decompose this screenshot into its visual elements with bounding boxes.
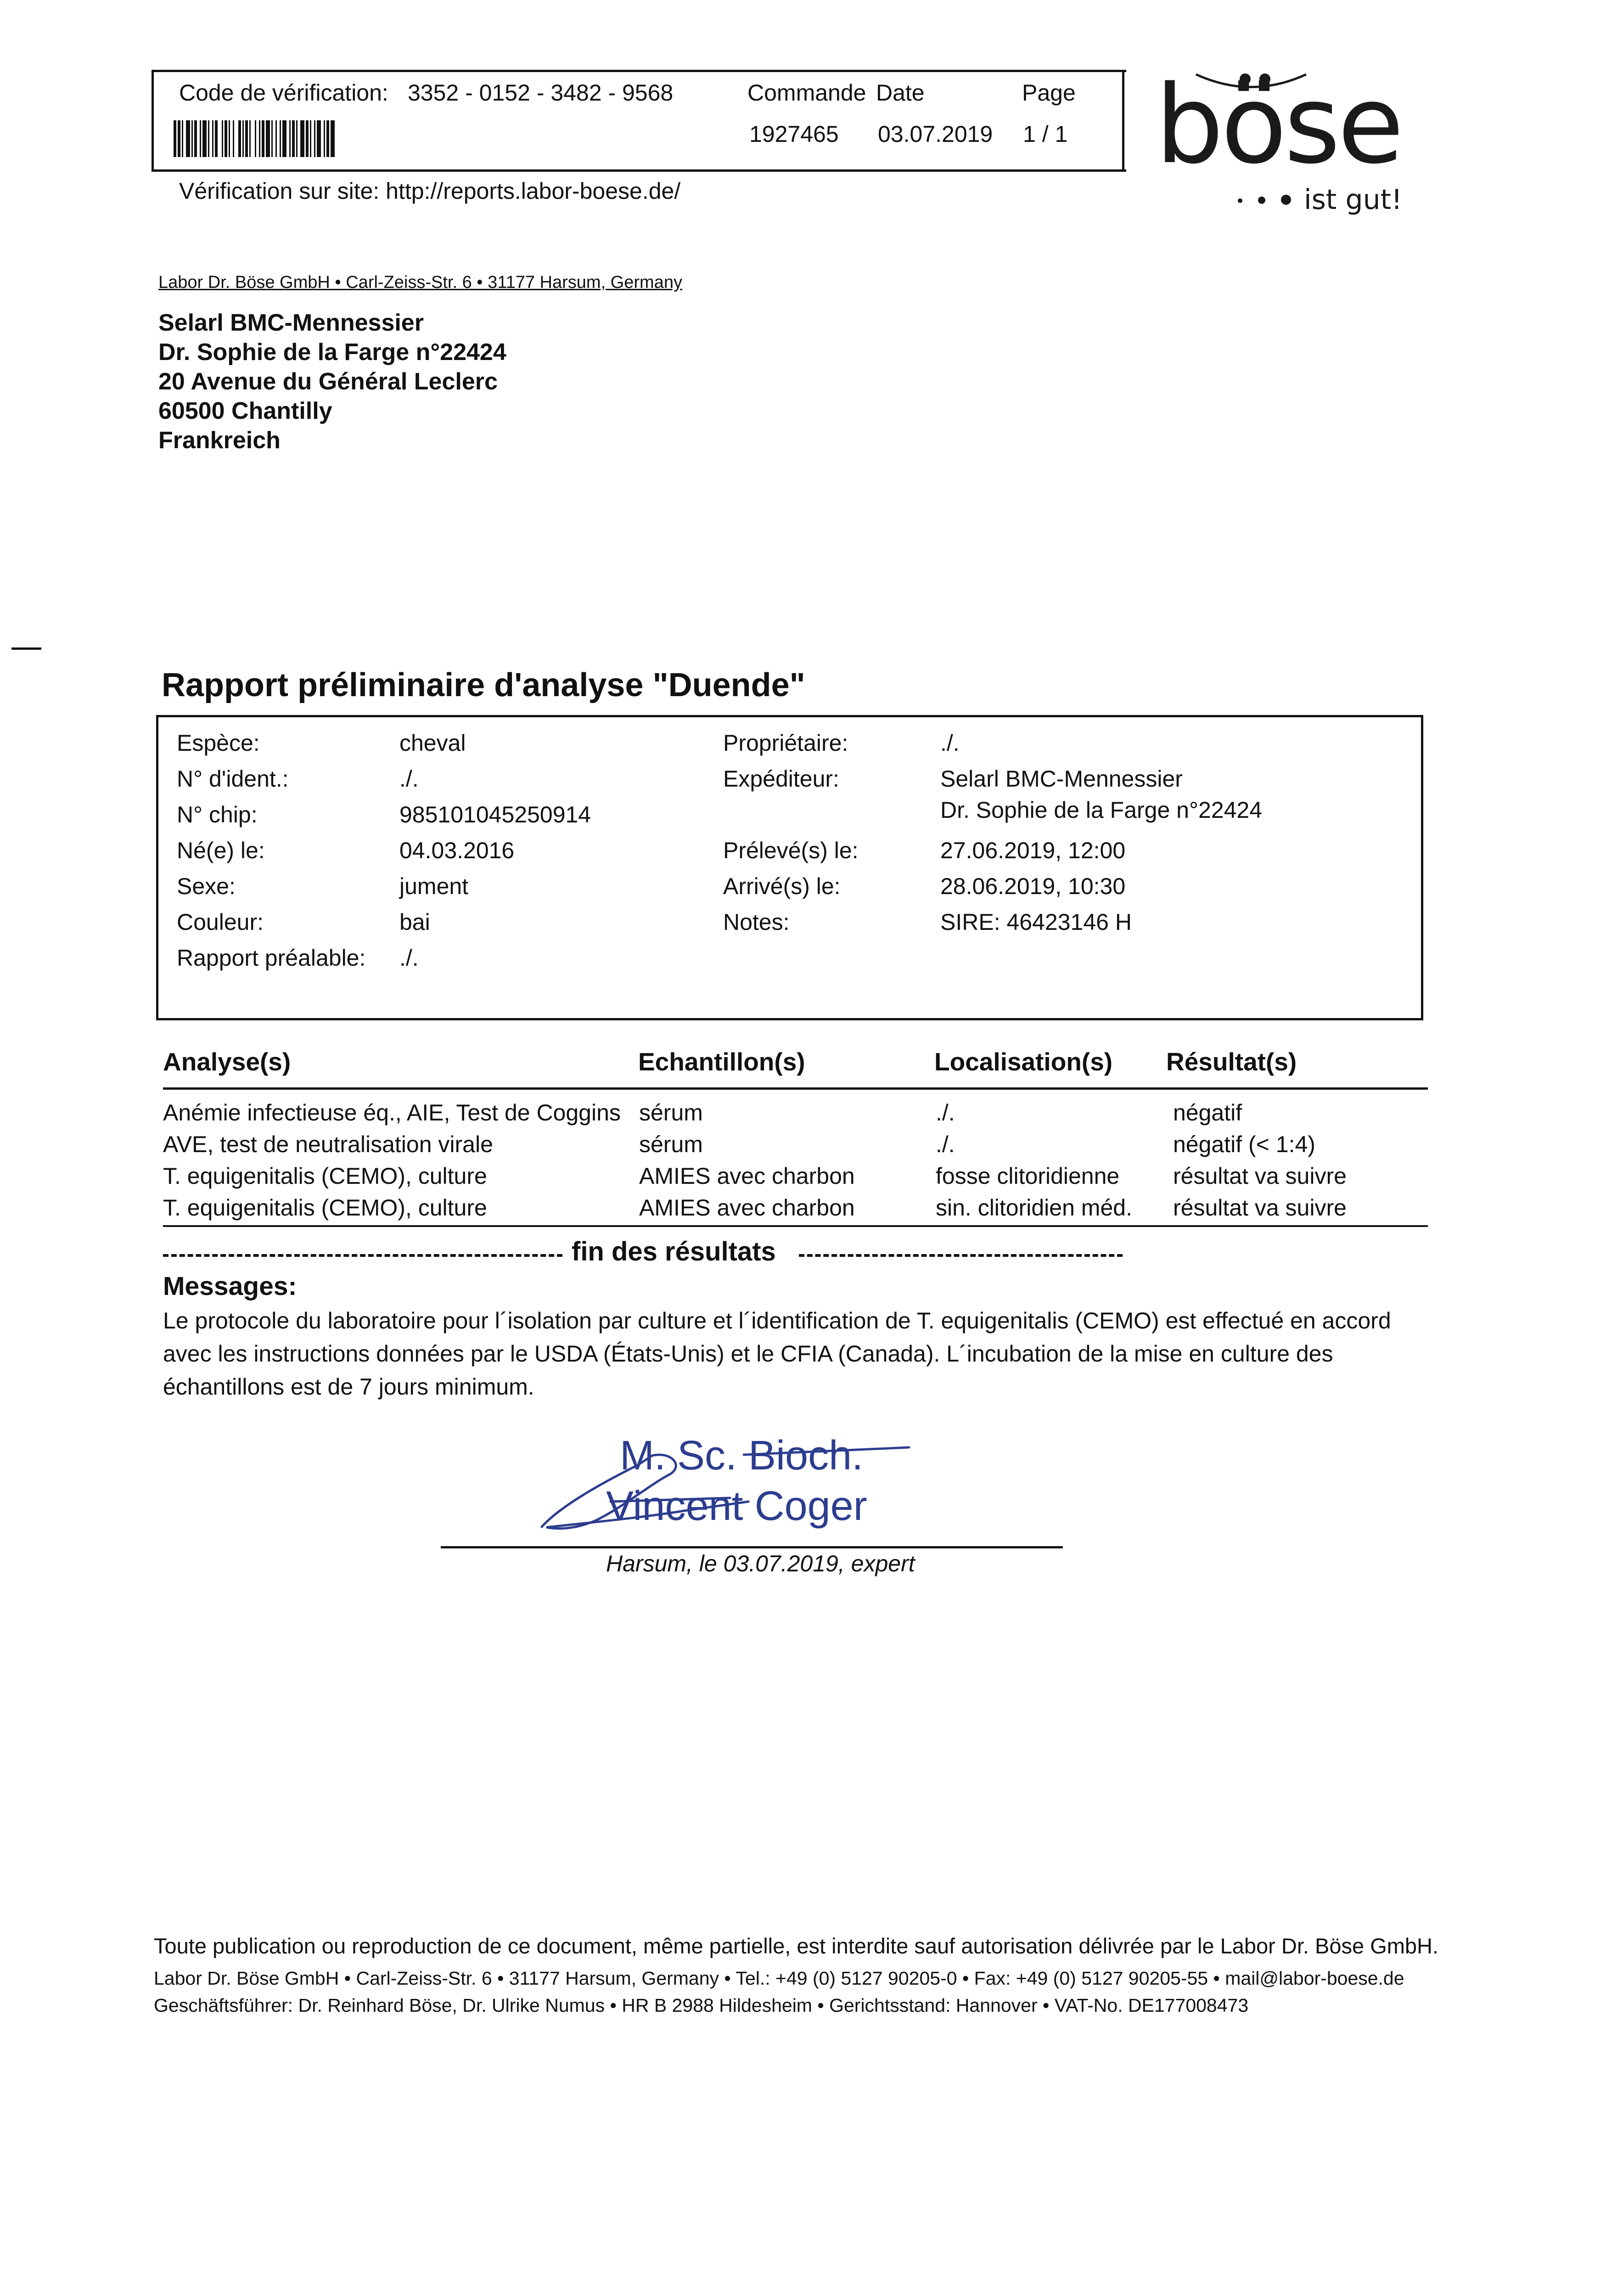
fold-mark — [11, 647, 41, 650]
barcode-bar — [222, 120, 223, 157]
cell-location: sin. clitoridien méd. — [936, 1195, 1132, 1221]
message-line: avec les instructions données par le USDA (États-Unis) et le CFIA (Canada). L´incubation de la mise en culture des — [163, 1341, 1333, 1367]
barcode-bar — [259, 120, 260, 157]
info-value: bai — [399, 909, 430, 935]
cell-analysis: T. equigenitalis (CEMO), culture — [163, 1163, 487, 1189]
cell-sample: sérum — [639, 1131, 703, 1157]
barcode-bar — [262, 120, 264, 157]
info-label: Sexe: — [177, 873, 236, 899]
column-header-sample: Echantillon(s) — [638, 1047, 805, 1076]
recipient-line: Dr. Sophie de la Farge n°22424 — [158, 339, 506, 366]
barcode-bar — [282, 120, 286, 157]
table-header-rule — [163, 1087, 1428, 1090]
dash-rule — [163, 1254, 562, 1257]
recipient-line: 20 Avenue du Général Leclerc — [158, 368, 498, 395]
logo-dot-icon — [1281, 195, 1291, 205]
info-value: SIRE: 46423146 H — [940, 909, 1132, 935]
logo-tagline: ist gut! — [1304, 184, 1403, 216]
barcode-bar — [326, 120, 329, 157]
end-of-results-label: fin des résultats — [572, 1237, 776, 1266]
barcode-bar — [255, 120, 256, 157]
messages-title: Messages: — [163, 1272, 297, 1301]
footer-notice: Toute publication ou reproduction de ce document, même partielle, est interdite sauf autorisation délivrée par le Labor Dr. Böse GmbH. — [154, 1934, 1439, 1958]
barcode-bar — [280, 120, 281, 157]
order-label: Commande — [747, 80, 866, 106]
footer-legal: Geschäftsführer: Dr. Reinhard Böse, Dr. Ulrike Numus • HR B 2988 Hildesheim • Gerichtsstand: Hannover • VAT-No. DE177008473 — [154, 1995, 1249, 2016]
logo-wordmark: böse — [1155, 62, 1401, 188]
message-line: Le protocole du laboratoire pour l´isolation par culture et l´identification de T. equigenitalis (CEMO) est effectué en accord — [163, 1308, 1391, 1334]
signature-caption: Harsum, le 03.07.2019, expert — [606, 1551, 915, 1576]
cell-result: résultat va suivre — [1173, 1195, 1347, 1221]
barcode-bar — [310, 120, 311, 157]
barcode-bar — [306, 120, 309, 157]
info-value: 985101045250914 — [399, 802, 591, 827]
logo-dot-icon — [1238, 198, 1242, 203]
barcode-bar — [275, 120, 277, 157]
signature-stamp — [533, 1414, 946, 1538]
cell-analysis: AVE, test de neutralisation virale — [163, 1131, 493, 1157]
verification-site: Vérification sur site: http://reports.labor-boese.de/ — [179, 178, 681, 204]
sender-line: Labor Dr. Böse GmbH • Carl-Zeiss-Str. 6 • 31177 Harsum, Germany — [158, 273, 682, 292]
info-value: ./. — [399, 945, 419, 971]
cell-result: résultat va suivre — [1173, 1163, 1347, 1189]
signature-line — [441, 1546, 1063, 1548]
barcode-bar — [331, 120, 335, 157]
info-value: 04.03.2016 — [399, 838, 515, 863]
barcode-bar — [289, 120, 291, 157]
info-label: Rapport préalable: — [177, 945, 366, 971]
info-label: Expéditeur: — [723, 766, 839, 792]
barcode-bar — [215, 120, 218, 157]
info-label: Prélevé(s) le: — [723, 838, 859, 863]
date-label: Date — [876, 80, 925, 106]
info-label: Propriétaire: — [723, 730, 848, 756]
column-header-result: Résultat(s) — [1166, 1047, 1297, 1076]
barcode-bar — [238, 120, 241, 157]
column-header-location: Localisation(s) — [934, 1047, 1113, 1076]
info-label: Notes: — [723, 909, 790, 935]
end-of-results-marker — [163, 1237, 1123, 1266]
barcode-bar — [202, 120, 207, 157]
barcode-bar — [191, 120, 193, 157]
cell-analysis: T. equigenitalis (CEMO), culture — [163, 1195, 487, 1221]
recipient-line: 60500 Chantilly — [158, 398, 332, 424]
cell-result: négatif — [1173, 1100, 1242, 1125]
column-header-analysis: Analyse(s) — [163, 1047, 291, 1076]
info-label: N° d'ident.: — [177, 766, 289, 792]
barcode — [174, 120, 490, 157]
barcode-bar — [317, 120, 321, 157]
barcode-bar — [242, 120, 244, 157]
barcode-bar — [174, 120, 176, 157]
cell-location: ./. — [936, 1131, 955, 1157]
info-value: 28.06.2019, 10:30 — [940, 873, 1126, 899]
info-label: Espèce: — [177, 730, 260, 756]
report-title: Rapport préliminaire d'analyse "Duende" — [162, 667, 805, 703]
barcode-bar — [324, 120, 325, 157]
cell-analysis: Anémie infectieuse éq., AIE, Test de Coggins — [163, 1100, 621, 1125]
info-value: cheval — [399, 730, 466, 756]
barcode-bar — [300, 120, 304, 157]
info-label: N° chip: — [177, 802, 258, 827]
stamp-title: M. Sc. Bioch. — [620, 1433, 864, 1479]
barcode-bar — [200, 120, 201, 157]
barcode-bar — [229, 120, 230, 157]
info-label: Couleur: — [177, 909, 264, 935]
cell-location: ./. — [936, 1100, 955, 1125]
barcode-bar — [314, 120, 315, 157]
info-value: 27.06.2019, 12:00 — [940, 838, 1126, 863]
recipient-line: Frankreich — [158, 427, 281, 454]
cell-location: fosse clitoridienne — [936, 1163, 1120, 1189]
info-value: jument — [399, 873, 469, 899]
cell-result: négatif (< 1:4) — [1173, 1131, 1315, 1157]
sample-info-box — [156, 715, 1423, 1020]
barcode-bar — [245, 120, 248, 157]
handwritten-signature — [533, 1414, 946, 1538]
barcode-bar — [225, 120, 227, 157]
stamp-name: Vincent Coger — [606, 1483, 867, 1529]
info-value: ./. — [399, 766, 419, 792]
barcode-bar — [271, 120, 273, 157]
info-value: Selarl BMC-Mennessier — [940, 766, 1183, 792]
barcode-bar — [186, 120, 190, 157]
order-value: 1927465 — [749, 121, 839, 147]
recipient-line: Selarl BMC-Mennessier — [158, 310, 424, 336]
info-label: Né(e) le: — [177, 838, 265, 863]
info-value: Dr. Sophie de la Farge n°22424 — [940, 797, 1263, 823]
barcode-bar — [178, 120, 180, 157]
header-divider — [1122, 70, 1124, 172]
barcode-bar — [249, 120, 251, 157]
date-value: 03.07.2019 — [878, 121, 993, 147]
cell-sample: AMIES avec charbon — [639, 1195, 855, 1221]
table-bottom-rule — [163, 1225, 1428, 1227]
barcode-bar — [233, 120, 234, 157]
info-label: Arrivé(s) le: — [723, 873, 841, 899]
dash-rule — [799, 1254, 1123, 1257]
barcode-bar — [212, 120, 213, 157]
barcode-bar — [182, 120, 183, 157]
barcode-bar — [194, 120, 197, 157]
barcode-bar — [292, 120, 295, 157]
barcode-bar — [296, 120, 298, 157]
cell-sample: sérum — [639, 1100, 703, 1125]
logo-dot-icon — [1258, 197, 1265, 204]
barcode-bar — [266, 120, 270, 157]
info-value: ./. — [940, 730, 960, 756]
page-label: Page — [1022, 80, 1076, 106]
message-line: échantillons est de 7 jours minimum. — [163, 1374, 534, 1400]
barcode-bar — [208, 120, 209, 157]
page-value: 1 / 1 — [1023, 121, 1068, 147]
footer-address: Labor Dr. Böse GmbH • Carl-Zeiss-Str. 6 • 31177 Harsum, Germany • Tel.: +49 (0) 5127 90205-0 • Fax: +49 (0) 5127 90205-55 • mail@labor-boese.de — [154, 1968, 1404, 1989]
verification-label: Code de vérification: — [179, 80, 388, 106]
verification-code: 3352 - 0152 - 3482 - 9568 — [408, 80, 674, 106]
cell-sample: AMIES avec charbon — [639, 1163, 855, 1189]
